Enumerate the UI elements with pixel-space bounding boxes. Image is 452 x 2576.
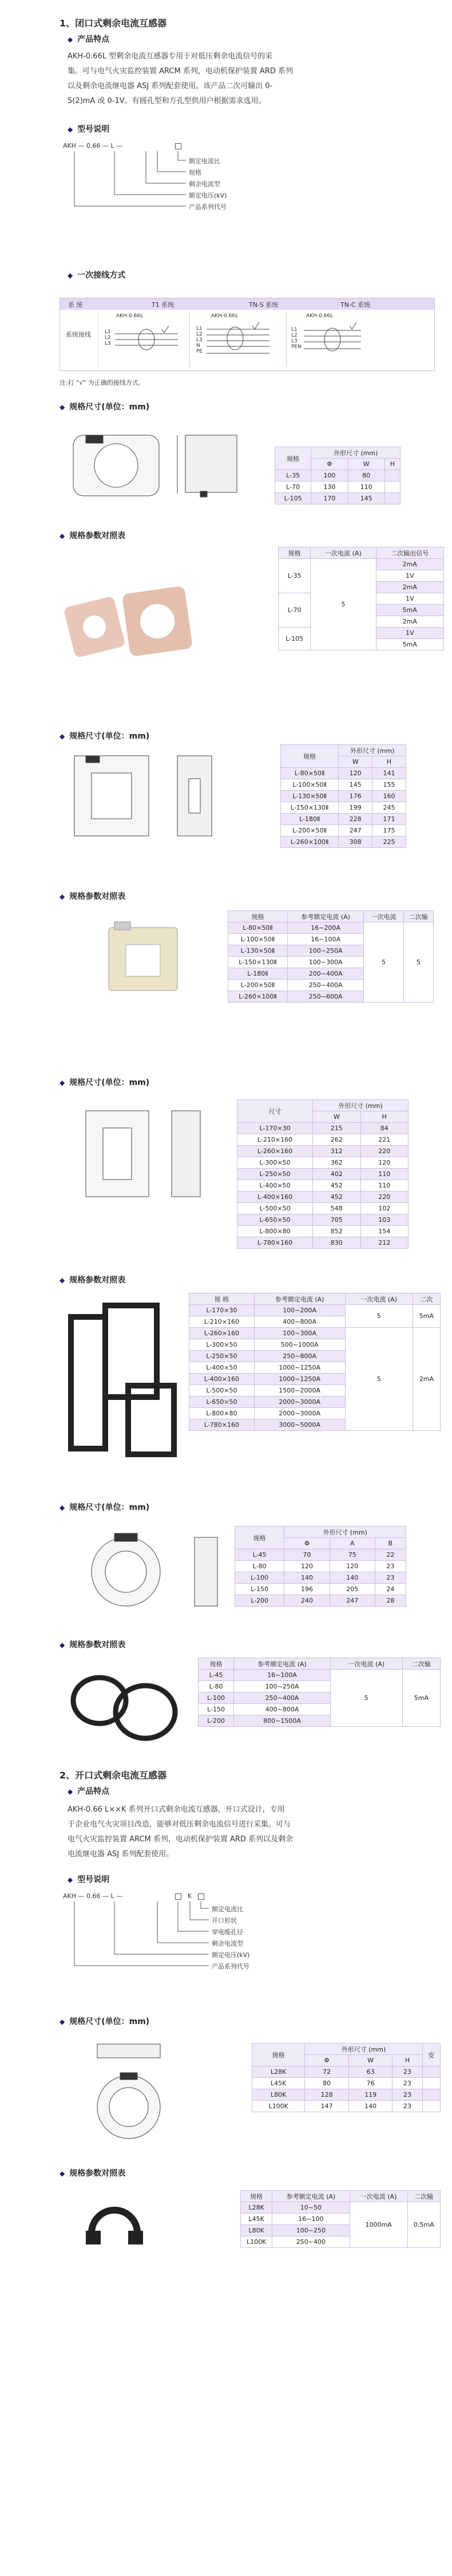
wiring-table: 系 统 T1 系统 TN-S 系统 TN-C 系统 系统接线 AKH-0.66L AKH-0.66L AKH-0.66L L1 L2 L3 L1 L2 L3 N PE L1 L2 L3 PEN: [60, 298, 435, 371]
s2-product-photo: [74, 2193, 172, 2262]
sec-b-dim-heading: ◆ 规格尺寸(单位：mm): [60, 730, 149, 741]
wiring-diagrams: [98, 312, 430, 367]
sec-d-param-table: 规格 参考额定电流 (A) 一次电流 (A) 二次输 L-45 16~100A 5 5mA L-80 100~250A L-100 250~400A L-150 400~800A L-200 800~1500A: [198, 1658, 441, 1727]
sec-d-dim-table: 规格 外形尺寸 (mm) Φ A B L-45 70 75 22 L-80 120 120 23 L-100 140 140 23 L-150 196 205 24 L-200 240 247 28: [235, 1526, 406, 1607]
sec-c-dim-table: 尺寸 外形尺寸 (mm) W H L-170×30 215 84 L-210×160 262 221 L-260×160 312 220 L-300×50 362 120 L-250×50 402 110 L-400×50 452 110 L-400×160 452 220 L-500×50 548 102 L-650×50 705 103 L-800×80 852 154 L-780×160 830 212: [237, 1099, 409, 1249]
sec-a-param-heading: ◆ 规格参数对照表: [60, 530, 125, 541]
sec-a-dim-heading: ◆ 规格尺寸(单位：mm): [60, 401, 149, 412]
s2-param-heading: ◆ 规格参数对照表: [60, 2167, 125, 2179]
s2-dim-table: 规格 外形尺寸 (mm) 安 Φ W H L28K 72 63 23 L45K 80 76 23 L80K 128 119 23 L100K 147 140 23: [252, 2043, 441, 2112]
s2-param-table: 规格 参考额定电流 (A) 一次电流 (A) 二次输 L28K 10~50 1000mA 0.5mA L45K 16~100 L80K 100~250 L100K 250~400: [240, 2190, 441, 2248]
tt-conductors: L1 L2 L3: [105, 329, 111, 346]
s2-dim-heading: ◆ 规格尺寸(单位：mm): [60, 2015, 149, 2027]
tnc-conductors: L1 L2 L3 PEN: [291, 327, 302, 350]
sec-c-product-photo: [60, 1294, 185, 1477]
sec-c-param-heading: ◆ 规格参数对照表: [60, 1274, 125, 1285]
s2-model-heading: ◆ 型号说明: [68, 1873, 109, 1885]
features-paragraph: AKH-0.66L 型剩余电流互感器专用于对低压剩余电流信号的采 集。可与电气火灾监控装置 ARCM 系列，电动机保护装置 ARD 系列 以及剩余电流继电器 ASJ 系列配套使用。该产品二次可输出 0- 5(2)mA 或 0-1V。有圆孔型和方孔型供用户根据需求选用。: [68, 52, 294, 105]
sec-b-product-photo: [97, 916, 189, 1002]
sec-d-dim-heading: ◆ 规格尺寸(单位：mm): [60, 1501, 149, 1513]
sec-b-param-table: 规格 参考额定电流 (A) 一次电流 二次输 L-80×50Ⅱ 16~200A 5 5 L-100×50Ⅱ 16~100A L-130×50Ⅱ 100~250A L-150×130Ⅱ 100~300A L-180Ⅱ 200~400A L-200×50Ⅱ 250~400A L-260×100Ⅱ 250~600A: [228, 910, 434, 1003]
tns-conductors: L1 L2 L3 N PE: [196, 326, 203, 354]
sec-d-product-photo: [60, 1660, 197, 1752]
sec-b-dim-table: 规格 外形尺寸 (mm) W H L-80×50Ⅱ 120 141 L-100×50Ⅱ 145 155 L-130×50Ⅱ 176 160 L-150×130Ⅱ 199 245 L-180Ⅱ 228 171 L-200×50Ⅱ 247 175 L-260×100Ⅱ 308 225: [280, 744, 406, 848]
sec-d-drawing: [80, 1523, 252, 1620]
sec-b-param-heading: ◆ 规格参数对照表: [60, 890, 125, 902]
section-2-title: 2、开口式剩余电流互感器: [60, 1770, 167, 1781]
wiring-note: 注:打 "√" 为正确的接线方式。: [60, 379, 145, 386]
sec-c-param-table: 规 格 参考额定电流 (A) 一次电流 (A) 二次 L-170×30 100~200A 5 5mA L-210×160 400~800A L-260×160 100~300A 5 2mA L-300×50 500~1000A L-250×50 250~800A L-400×50 1000~1250A L-400×160 1000~1250A L-500×50 1500~2000A L-650×50 2000~3000A L-800×80 2000~3000A L-780×160 3000~5000A: [189, 1293, 441, 1431]
section-1-title: 1、闭口式剩余电流互感器: [60, 18, 167, 29]
features-heading: ◆ 产品特点: [68, 33, 109, 45]
sec-c-dim-heading: ◆ 规格尺寸(单位：mm): [60, 1076, 149, 1088]
sec-a-product-photo: [63, 584, 206, 670]
wiring-heading: ◆ 一次接线方式: [68, 269, 125, 281]
model-diagram: AKH — 0.66 — L — 额定电流比 规格 剩余电流型 额定电压(kV) 产品系列代号: [63, 142, 246, 228]
sec-b-drawing: [63, 744, 257, 842]
s2-features-heading: ◆ 产品特点: [68, 1785, 109, 1797]
sec-a-drawing: [57, 424, 275, 510]
model-heading: ◆ 型号说明: [68, 123, 109, 135]
sec-d-param-heading: ◆ 规格参数对照表: [60, 1639, 125, 1650]
s2-features-paragraph: AKH-0.66 L××K 系列开口式剩余电流互感器，开口式设计，专用 于企业电气火灾项目改造，能够对低压剩余电流信号进行采集。可与 电气火灾监控装置 ARCM 系列，电动机保护装置 ARD 系列以及剩余 电流继电器 ASJ 系列配套使用。: [68, 1805, 294, 1859]
sec-a-param-table: 规格 一次电流 (A) 二次输出信号 L-35 5 2mA 1V 2mA L-70 1V 5mA 2mA L-105 1V 5mA: [278, 547, 444, 650]
sec-a-dim-table: 规格 外形尺寸 (mm) Φ W H L-35 100 80 L-70 130 110 L-105 170 145: [275, 447, 401, 504]
s2-drawing: [80, 2038, 252, 2147]
sec-c-drawing: [63, 1099, 223, 1214]
s2-model-diagram: AKH — 0.66 — L — K 额定电流比 开口形状 穿电缆孔径 剩余电流型 额定电压(kV) 产品系列代号: [63, 1892, 257, 1990]
